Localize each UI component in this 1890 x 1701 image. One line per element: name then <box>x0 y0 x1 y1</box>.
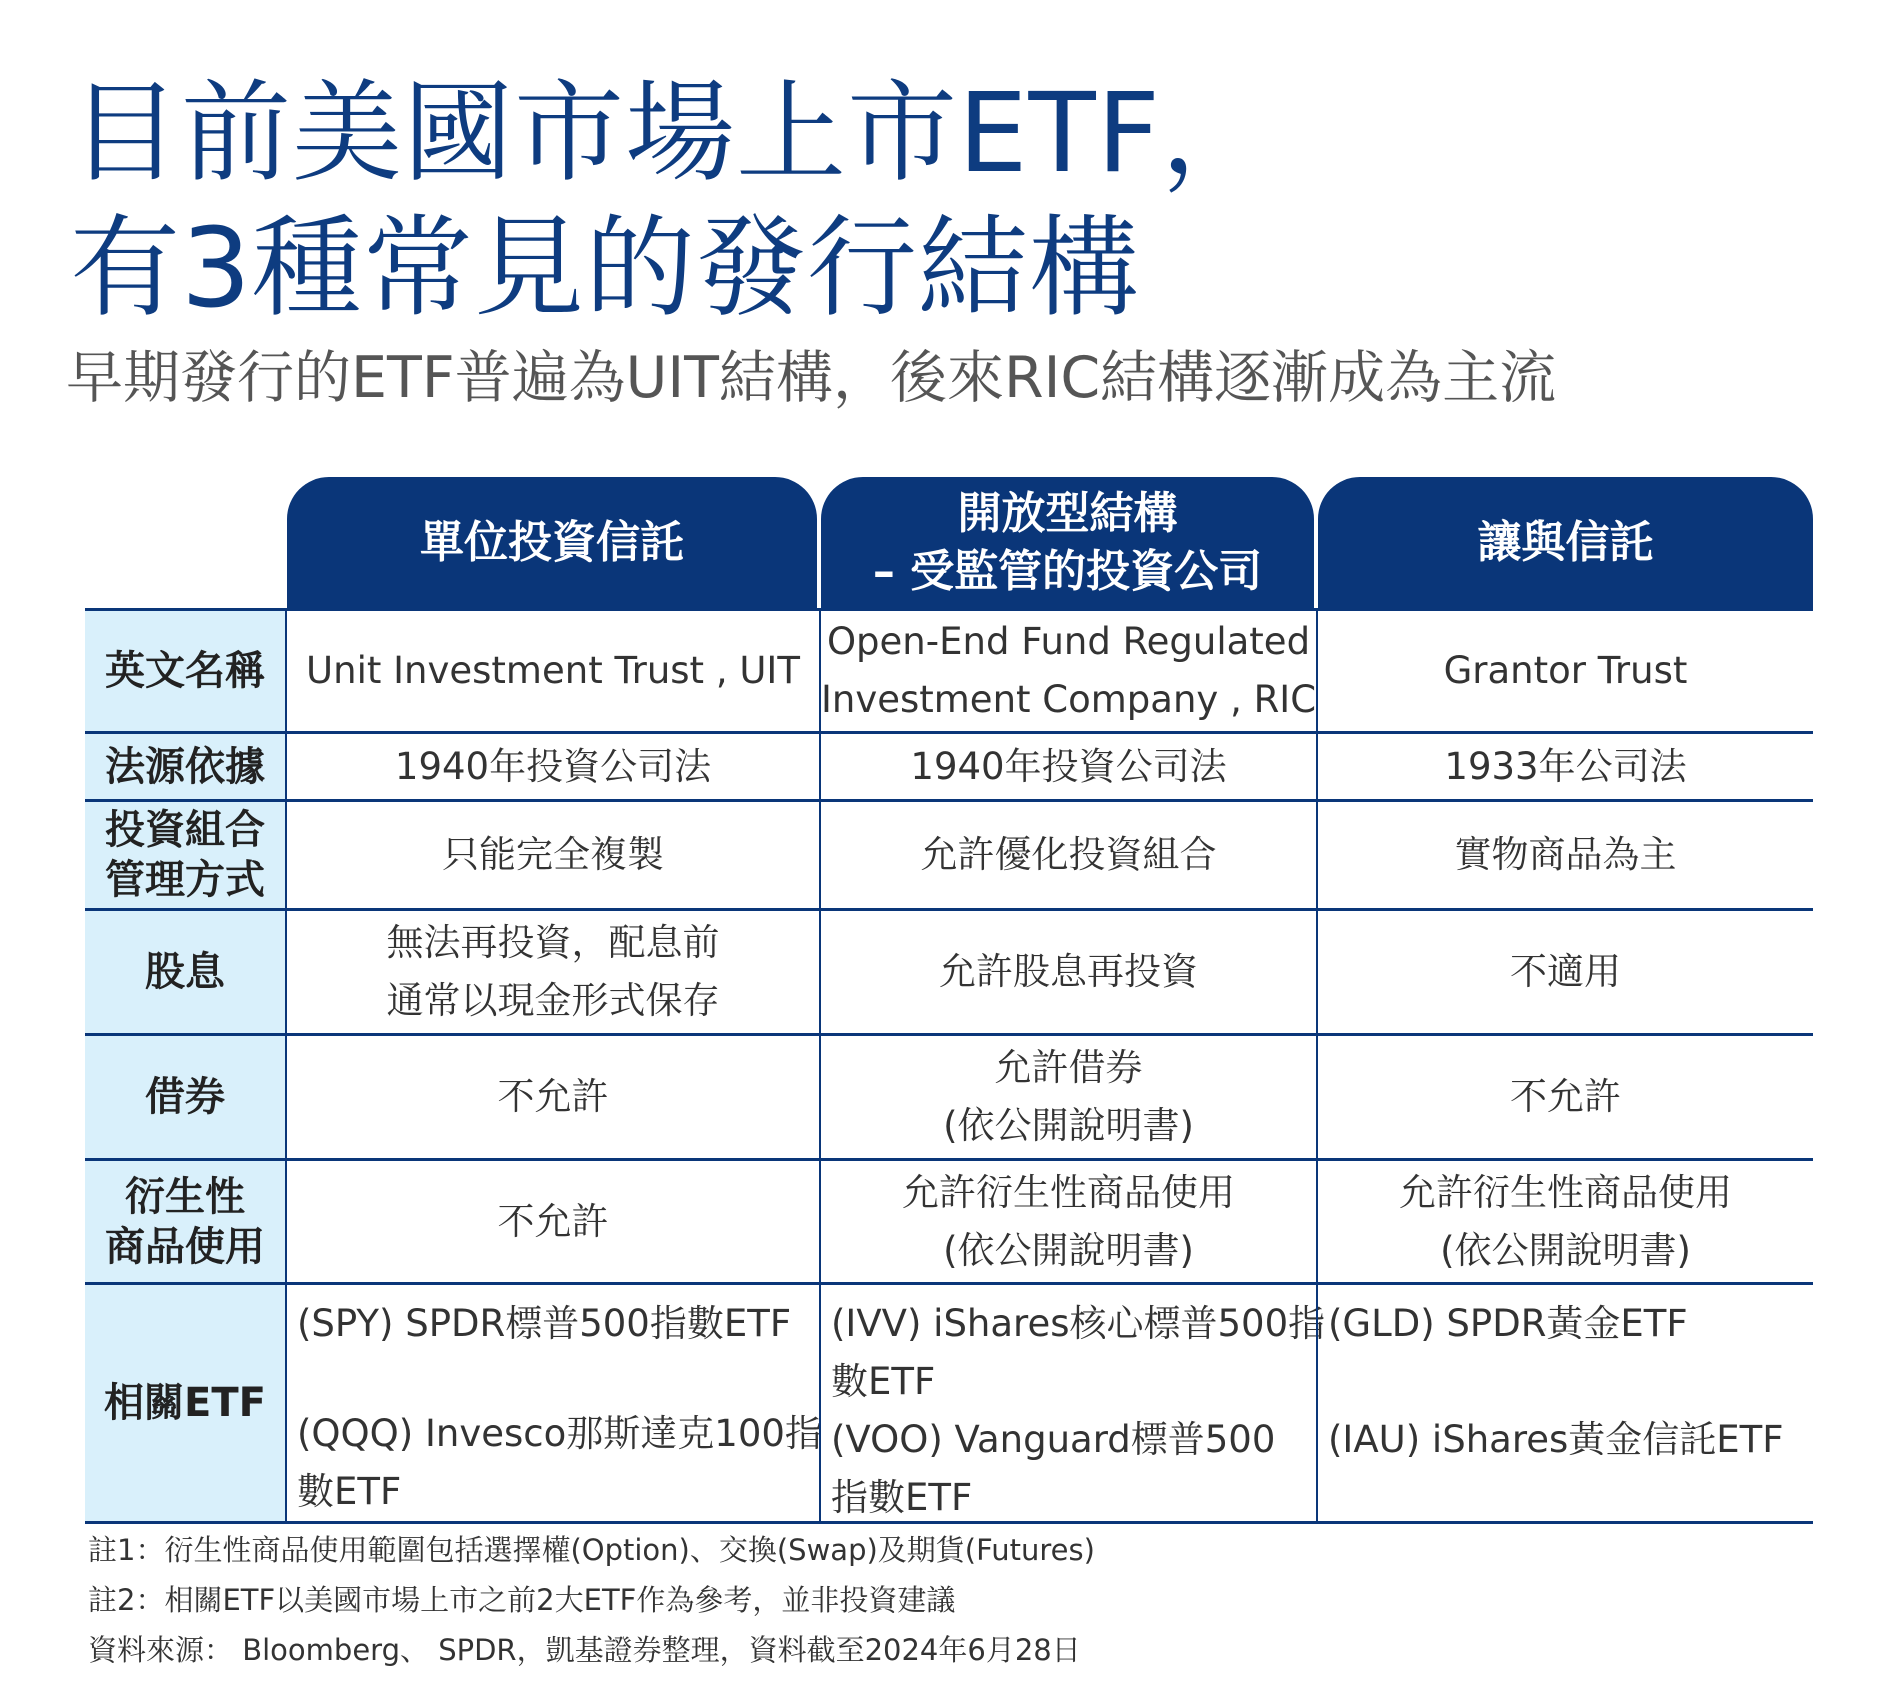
row-label: 借券 <box>85 1036 285 1158</box>
table-row-dividend <box>85 911 1813 1036</box>
table-cell: Open-End Fund Regulated Investment Company , RIC <box>819 611 1316 731</box>
table-row-portfolio <box>85 802 1813 911</box>
header-uit-label: 單位投資信託 <box>420 516 684 568</box>
table-cell: 不允許 <box>285 1036 819 1158</box>
row-label: 投資組合 管理方式 <box>85 802 285 908</box>
table-cell: 允許借券 (依公開說明書) <box>819 1036 1316 1158</box>
row-label: 衍生性 商品使用 <box>85 1161 285 1282</box>
table-cell: 允許衍生性商品使用 (依公開說明書) <box>819 1161 1316 1282</box>
table-cell: 1940年投資公司法 <box>285 734 819 799</box>
page-title-line2: 有3種常見的發行結構 <box>70 204 1140 332</box>
row-label: 股息 <box>85 911 285 1033</box>
header-ric-line2: – 受監管的投資公司 <box>872 545 1263 597</box>
page-title-line1: 目前美國市場上市ETF， <box>70 69 1272 197</box>
table-cell: 實物商品為主 <box>1316 802 1813 908</box>
row-label: 法源依據 <box>85 734 285 799</box>
table-cell: Grantor Trust <box>1316 611 1813 731</box>
header-grantor-label: 讓與信託 <box>1477 516 1654 568</box>
table-cell: (IVV) iShares核心標普500指 數ETF (VOO) Vanguard標普500 指數ETF <box>819 1285 1316 1521</box>
header-grantor <box>1318 477 1813 608</box>
table-cell: 不適用 <box>1316 911 1813 1033</box>
table-row-lending <box>85 1036 1813 1161</box>
table-cell: 不允許 <box>1316 1036 1813 1158</box>
table-cell: 只能完全複製 <box>285 802 819 908</box>
table-cell: 無法再投資，配息前 通常以現金形式保存 <box>285 911 819 1033</box>
page-title <box>70 66 1272 336</box>
header-ric-line1: 開放型結構 <box>957 487 1178 539</box>
table-cell: 允許股息再投資 <box>819 911 1316 1033</box>
row-label: 相關ETF <box>85 1285 285 1521</box>
footnote-1: 註1：衍生性商品使用範圍包括選擇權(Option)、交換(Swap)及期貨(Futures) <box>88 1533 1095 1567</box>
table-cell: 1940年投資公司法 <box>819 734 1316 799</box>
table-cell: (GLD) SPDR黃金ETF (IAU) iShares黃金信託ETF <box>1316 1285 1813 1521</box>
table-cell: Unit Investment Trust , UIT <box>285 611 819 731</box>
table-cell: 不允許 <box>285 1161 819 1282</box>
data-source: 資料來源： Bloomberg、 SPDR，凱基證券整理，資料截至2024年6月28日 <box>88 1633 1081 1667</box>
table-cell: (SPY) SPDR標普500指數ETF (QQQ) Invesco那斯達克100指 數ETF <box>285 1285 819 1521</box>
footnote-2: 註2：相關ETF以美國市場上市之前2大ETF作為參考，並非投資建議 <box>88 1583 956 1617</box>
page-subtitle: 早期發行的ETF普遍為UIT結構，後來RIC結構逐漸成為主流 <box>66 345 1557 411</box>
table-row-english-name <box>85 608 1813 734</box>
header-uit <box>287 477 817 608</box>
table-row-related-etf <box>85 1285 1813 1524</box>
table-cell: 允許優化投資組合 <box>819 802 1316 908</box>
table-cell: 1933年公司法 <box>1316 734 1813 799</box>
table-cell: 允許衍生性商品使用 (依公開說明書) <box>1316 1161 1813 1282</box>
table-row-legal-basis <box>85 734 1813 802</box>
header-ric <box>821 477 1314 608</box>
table-row-derivatives <box>85 1161 1813 1285</box>
row-label: 英文名稱 <box>85 611 285 731</box>
